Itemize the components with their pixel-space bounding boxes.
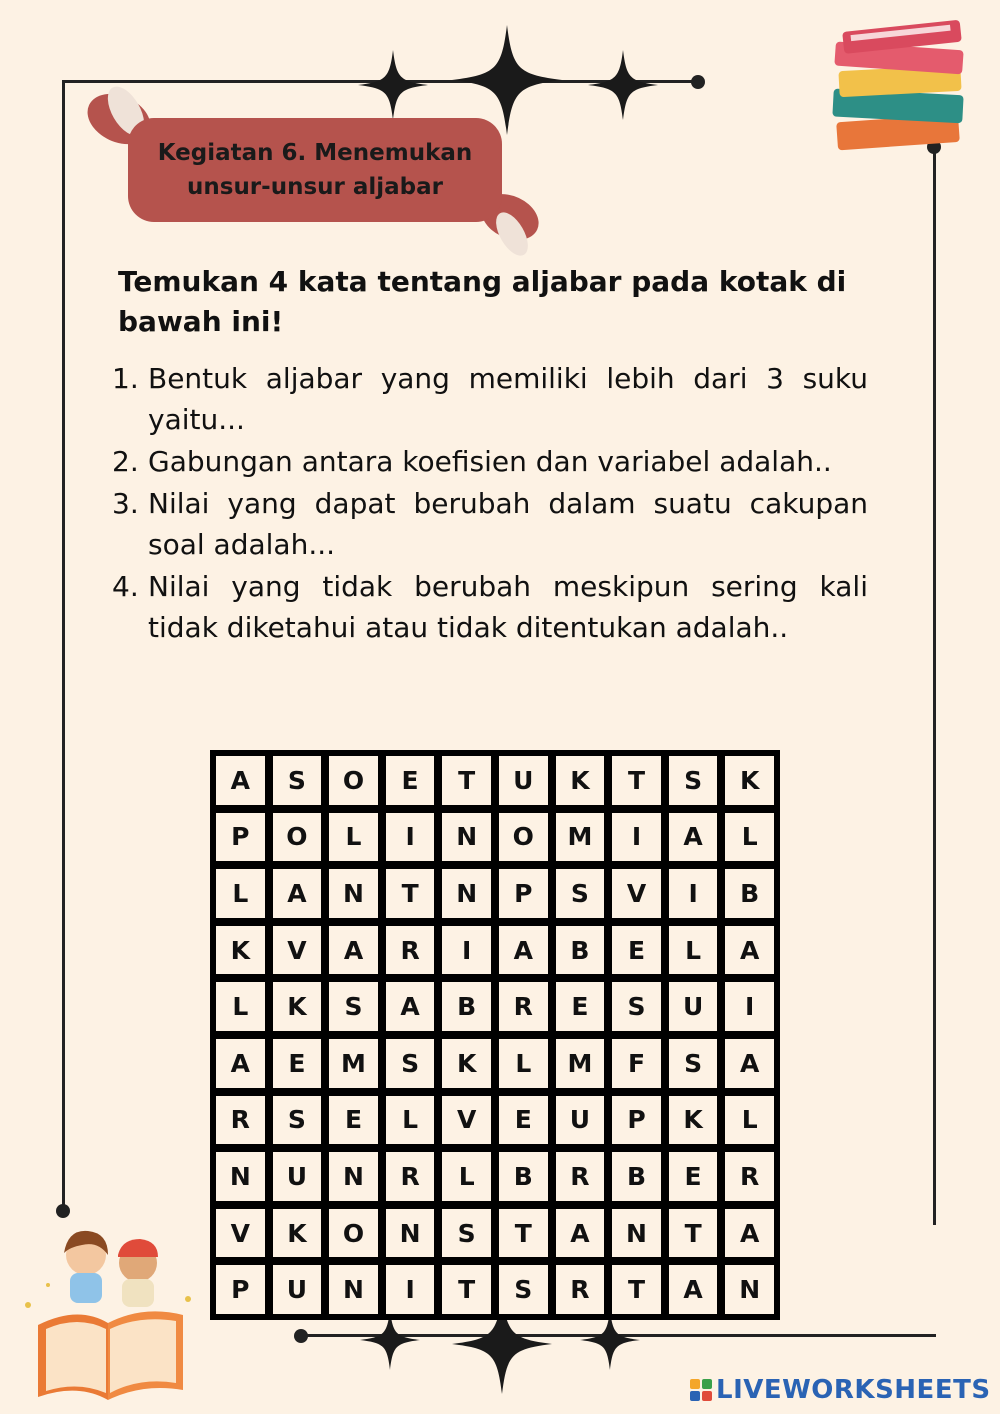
grid-cell[interactable]: V <box>216 1209 265 1258</box>
question-text: Nilai yang tidak berubah meskipun sering kali tidak diketahui atau tidak ditentukan adalah.. <box>148 570 868 644</box>
grid-cell[interactable]: A <box>273 869 322 918</box>
grid-cell[interactable]: E <box>329 1096 378 1145</box>
grid-cell[interactable]: K <box>725 756 774 805</box>
grid-cell[interactable]: E <box>386 756 435 805</box>
grid-cell[interactable]: S <box>273 756 322 805</box>
liveworksheets-logo <box>690 1374 991 1406</box>
grid-cell[interactable]: U <box>273 1265 322 1314</box>
grid-cell[interactable]: L <box>329 813 378 862</box>
grid-cell[interactable]: K <box>216 926 265 975</box>
grid-cell[interactable]: R <box>556 1265 605 1314</box>
grid-cell[interactable]: U <box>556 1096 605 1145</box>
grid-cell[interactable]: K <box>442 1039 491 1088</box>
grid-cell[interactable]: T <box>612 756 661 805</box>
question-number: 1. <box>112 362 139 395</box>
grid-cell[interactable]: F <box>612 1039 661 1088</box>
grid-cell[interactable]: L <box>669 926 718 975</box>
grid-cell[interactable]: N <box>612 1209 661 1258</box>
question-number: 4. <box>112 570 139 603</box>
grid-cell[interactable]: S <box>442 1209 491 1258</box>
sparkle-star-icon <box>358 50 428 120</box>
frame-dot <box>691 75 705 89</box>
grid-cell[interactable]: K <box>273 1209 322 1258</box>
brand-icon <box>690 1379 712 1401</box>
kids-reading-book-icon <box>18 1215 198 1405</box>
grid-cell[interactable]: N <box>386 1209 435 1258</box>
grid-cell[interactable]: V <box>442 1096 491 1145</box>
grid-cell[interactable]: O <box>329 756 378 805</box>
grid-cell[interactable]: A <box>725 1209 774 1258</box>
grid-cell[interactable]: I <box>612 813 661 862</box>
grid-cell[interactable]: A <box>725 926 774 975</box>
grid-cell[interactable]: L <box>216 869 265 918</box>
grid-cell[interactable]: E <box>669 1152 718 1201</box>
grid-cell[interactable]: K <box>556 756 605 805</box>
grid-cell[interactable]: E <box>273 1039 322 1088</box>
question-number: 2. <box>112 445 139 478</box>
grid-cell[interactable]: N <box>329 869 378 918</box>
grid-cell[interactable]: L <box>216 982 265 1031</box>
grid-cell[interactable]: S <box>669 756 718 805</box>
activity-badge <box>128 118 502 222</box>
grid-cell[interactable]: B <box>612 1152 661 1201</box>
grid-cell[interactable]: T <box>386 869 435 918</box>
grid-cell[interactable]: T <box>612 1265 661 1314</box>
grid-cell[interactable]: B <box>725 869 774 918</box>
grid-cell[interactable]: P <box>216 1265 265 1314</box>
grid-cell[interactable]: M <box>329 1039 378 1088</box>
grid-cell[interactable]: S <box>612 982 661 1031</box>
grid-cell[interactable]: I <box>386 1265 435 1314</box>
question-text: Bentuk aljabar yang memiliki lebih dari 3 suku yaitu... <box>148 362 868 436</box>
grid-cell[interactable]: N <box>329 1152 378 1201</box>
grid-cell[interactable]: B <box>556 926 605 975</box>
grid-cell[interactable]: A <box>216 756 265 805</box>
grid-cell[interactable]: R <box>499 982 548 1031</box>
grid-cell[interactable]: S <box>499 1265 548 1314</box>
grid-cell[interactable]: N <box>725 1265 774 1314</box>
grid-cell[interactable]: A <box>499 926 548 975</box>
grid-cell[interactable]: P <box>216 813 265 862</box>
grid-cell[interactable]: I <box>442 926 491 975</box>
grid-cell[interactable]: R <box>386 1152 435 1201</box>
grid-cell[interactable]: O <box>273 813 322 862</box>
grid-cell[interactable]: U <box>499 756 548 805</box>
question-number: 3. <box>112 487 139 520</box>
grid-cell[interactable]: R <box>725 1152 774 1201</box>
grid-cell[interactable]: I <box>725 982 774 1031</box>
grid-cell[interactable]: U <box>669 982 718 1031</box>
question-text: Nilai yang dapat berubah dalam suatu cakupan soal adalah... <box>148 487 868 561</box>
grid-cell[interactable]: A <box>669 1265 718 1314</box>
question-list <box>112 358 868 649</box>
grid-cell[interactable]: L <box>499 1039 548 1088</box>
grid-cell[interactable]: O <box>499 813 548 862</box>
grid-cell[interactable]: E <box>612 926 661 975</box>
question-item <box>112 566 868 648</box>
grid-cell[interactable]: I <box>386 813 435 862</box>
grid-cell[interactable]: B <box>442 982 491 1031</box>
grid-cell[interactable]: V <box>612 869 661 918</box>
grid-cell[interactable]: O <box>329 1209 378 1258</box>
grid-cell[interactable]: T <box>669 1209 718 1258</box>
question-text: Gabungan antara koefisien dan variabel adalah.. <box>148 445 832 478</box>
frame-left-line <box>62 80 65 1210</box>
grid-cell[interactable]: I <box>669 869 718 918</box>
question-item <box>112 483 868 565</box>
word-search-grid <box>210 750 780 1320</box>
grid-cell[interactable]: P <box>612 1096 661 1145</box>
grid-cell[interactable]: M <box>556 1039 605 1088</box>
grid-cell[interactable]: N <box>329 1265 378 1314</box>
grid-cell[interactable]: L <box>386 1096 435 1145</box>
grid-cell[interactable]: S <box>556 869 605 918</box>
grid-cell[interactable]: N <box>442 813 491 862</box>
grid-cell[interactable]: N <box>442 869 491 918</box>
grid-cell[interactable]: A <box>216 1039 265 1088</box>
grid-cell[interactable]: T <box>442 1265 491 1314</box>
instruction-heading: Temukan 4 kata tentang aljabar pada kotak di bawah ini! <box>118 265 847 338</box>
grid-cell[interactable]: R <box>216 1096 265 1145</box>
grid-cell[interactable]: L <box>725 813 774 862</box>
grid-cell[interactable]: N <box>216 1152 265 1201</box>
grid-cell[interactable]: E <box>499 1096 548 1145</box>
frame-dot <box>294 1329 308 1343</box>
question-item <box>112 441 868 482</box>
badge-line-2: unsur-unsur aljabar <box>187 174 443 200</box>
grid-cell[interactable]: K <box>273 982 322 1031</box>
grid-cell[interactable]: A <box>556 1209 605 1258</box>
grid-cell[interactable]: U <box>273 1152 322 1201</box>
grid-cell[interactable]: E <box>556 982 605 1031</box>
grid-cell[interactable]: T <box>499 1209 548 1258</box>
grid-cell[interactable]: L <box>442 1152 491 1201</box>
grid-cell[interactable]: S <box>386 1039 435 1088</box>
sparkle-star-icon <box>588 50 658 120</box>
grid-cell[interactable]: L <box>725 1096 774 1145</box>
question-item <box>112 358 868 440</box>
badge-line-1: Kegiatan 6. Menemukan <box>157 140 473 166</box>
grid-cell[interactable]: A <box>725 1039 774 1088</box>
grid-cell[interactable]: A <box>669 813 718 862</box>
grid-cell[interactable]: R <box>386 926 435 975</box>
grid-cell[interactable]: P <box>499 869 548 918</box>
grid-cell[interactable]: A <box>329 926 378 975</box>
grid-cell[interactable]: S <box>669 1039 718 1088</box>
books-stack-icon <box>825 20 975 155</box>
brand-text: LIVEWORKSHEETS <box>716 1375 991 1405</box>
grid-cell[interactable]: M <box>556 813 605 862</box>
grid-cell[interactable]: V <box>273 926 322 975</box>
grid-cell[interactable]: T <box>442 756 491 805</box>
frame-right-line <box>933 145 936 1225</box>
grid-cell[interactable]: B <box>499 1152 548 1201</box>
grid-cell[interactable]: S <box>273 1096 322 1145</box>
grid-cell[interactable]: K <box>669 1096 718 1145</box>
grid-cell[interactable]: S <box>329 982 378 1031</box>
grid-cell[interactable]: R <box>556 1152 605 1201</box>
grid-cell[interactable]: A <box>386 982 435 1031</box>
